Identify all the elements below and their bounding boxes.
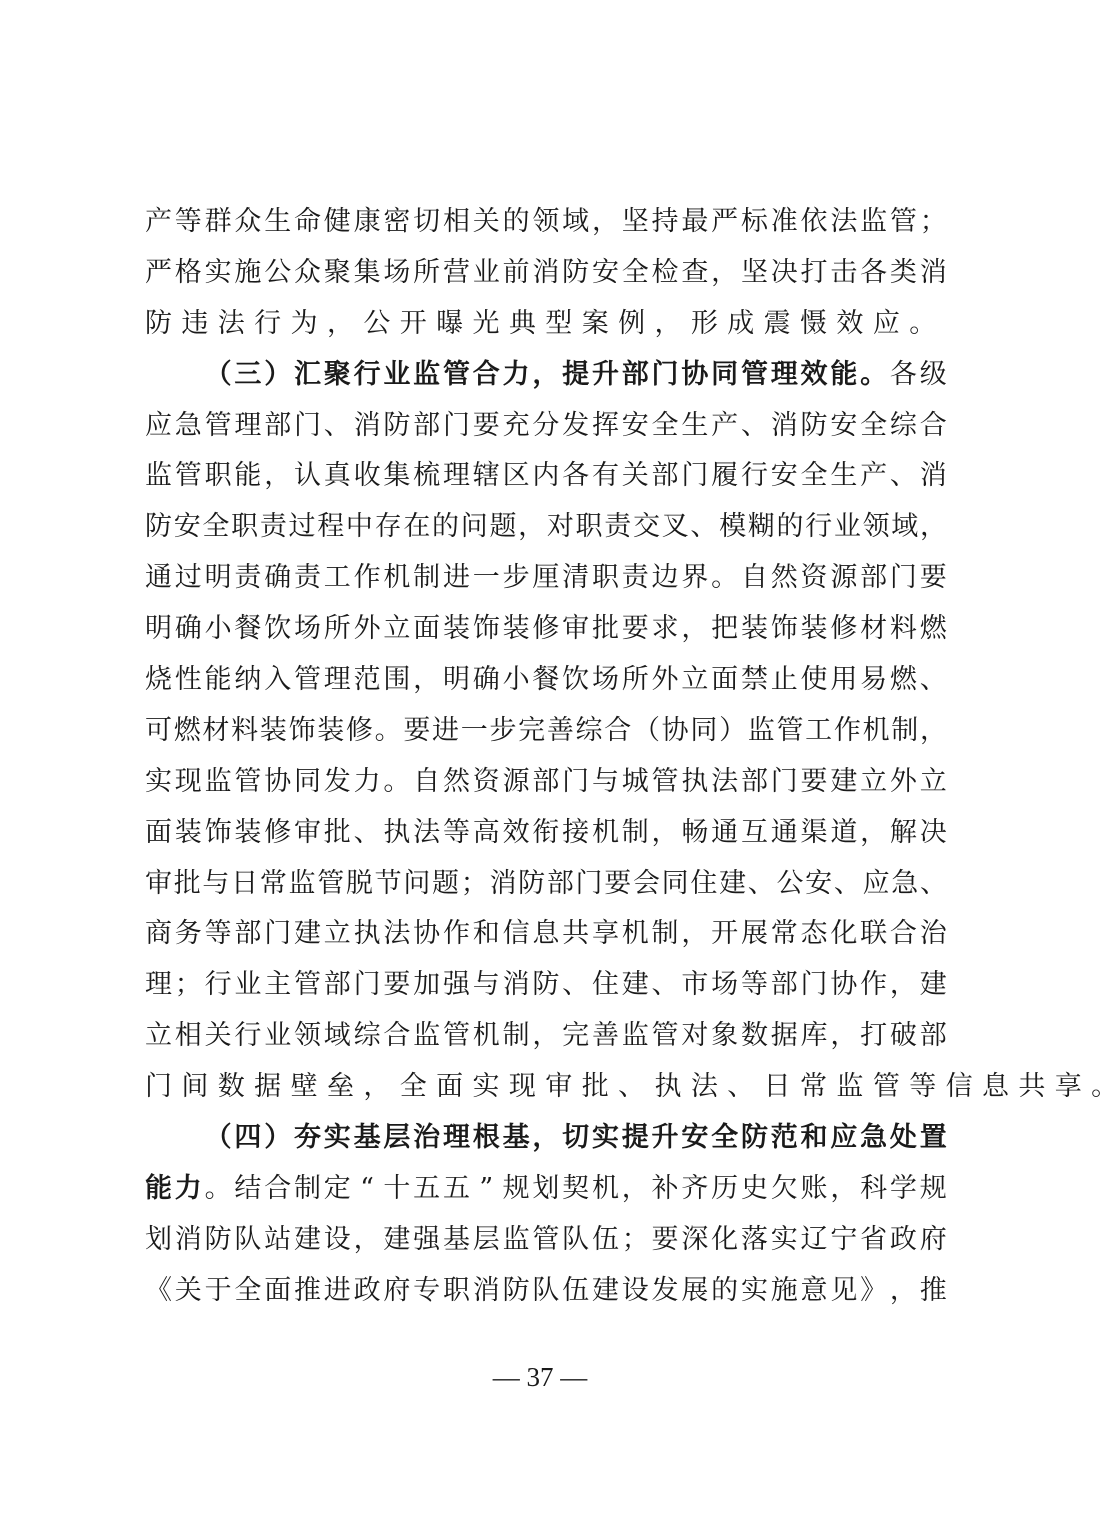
text-line: 防 违 法 行 为 ， 公 开 曝 光 典 型 案 例 ， 形 成 震 慑 效 应 。 [145,307,937,339]
text-line: 明 确 小 餐 饮 场 所 外 立 面 装 饰 装 修 审 批 要 求 ， 把 装 饰 装 修 材 料 燃 [145,613,947,645]
text-line: 监 管 职 能 ， 认 真 收 集 梳 理 辖 区 内 各 有 关 部 门 履 行 安 全 生 产 、 消 [145,460,947,492]
text-line: 立 相 关 行 业 领 域 综 合 监 管 机 制 ， 完 善 监 管 对 象 数 据 库 ， 打 破 部 [145,1020,947,1052]
text-line: 产 等 群 众 生 命 健 康 密 切 相 关 的 领 域 ， 坚 持 最 严 标 准 依 法 监 管 ； [145,206,947,237]
text-line: 门 间 数 据 壁 垒 ， 全 面 实 现 审 批 、 执 法 、 日 常 监 管 等 信 息 共 享 。 [145,1071,1118,1103]
text-line: 防 安 全 职 责 过 程 中 存 在 的 问 题 ， 对 职 责 交 叉 、 模 糊 的 行 业 领 域 ， [145,511,947,543]
paragraph-section-4 [145,1113,947,1317]
text-line: 划 消 防 队 站 建 设 ， 建 强 基 层 监 管 队 伍 ； 要 深 化 落 实 辽 宁 省 政 府 [145,1223,947,1255]
text-line: 审 批 与 日 常 监 管 脱 节 问 题 ； 消 防 部 门 要 会 同 住 建 、 公 安 、 应 急 、 [145,867,947,899]
text-line: 可 燃 材 料 装 饰 装 修 。 要 进 一 步 完 善 综 合 （ 协 同 ） 监 管 工 作 机 制 ， [145,714,947,746]
text-line: （ 三 ） 汇 聚 行 业 监 管 合 力 ， 提 升 部 门 协 同 管 理 效 能 。 各 级 [204,358,947,390]
paragraph-continuation [145,197,947,350]
text-line: 《 关 于 全 面 推 进 政 府 专 职 消 防 队 伍 建 设 发 展 的 实 施 意 见 》 ， 推 [145,1274,947,1306]
page-number: — 37 — [492,1362,588,1392]
text-line: 面 装 饰 装 修 审 批 、 执 法 等 高 效 衔 接 机 制 ， 畅 通 互 通 渠 道 ， 解 决 [145,816,947,848]
text-line: 严 格 实 施 公 众 聚 集 场 所 营 业 前 消 防 安 全 检 查 ， 坚 决 打 击 各 类 消 [145,256,947,288]
text-line: 通 过 明 责 确 责 工 作 机 制 进 一 步 厘 清 职 责 边 界 。 自 然 资 源 部 门 要 [145,562,947,594]
text-line: （ 四 ） 夯 实 基 层 治 理 根 基 ， 切 实 提 升 安 全 防 范 和 应 急 处 置 [204,1122,947,1154]
paragraph-section-3 [145,350,1118,1113]
text-line: 商 务 等 部 门 建 立 执 法 协 作 和 信 息 共 享 机 制 ， 开 展 常 态 化 联 合 治 [145,918,947,950]
body-text [145,197,1118,1317]
text-line: 能 力 。 结 合 制 定 “ 十 五 五 ” 规 划 契 机 ， 补 齐 历 史 欠 账 ， 科 学 规 [145,1172,947,1204]
text-line: 烧 性 能 纳 入 管 理 范 围 ， 明 确 小 餐 饮 场 所 外 立 面 禁 止 使 用 易 燃 、 [145,664,947,696]
text-line: 实 现 监 管 协 同 发 力 。 自 然 资 源 部 门 与 城 管 执 法 部 门 要 建 立 外 立 [145,765,947,797]
text-line: 应 急 管 理 部 门 、 消 防 部 门 要 充 分 发 挥 安 全 生 产 、 消 防 安 全 综 合 [145,409,947,441]
text-line: 理 ； 行 业 主 管 部 门 要 加 强 与 消 防 、 住 建 、 市 场 等 部 门 协 作 ， 建 [145,969,947,1001]
